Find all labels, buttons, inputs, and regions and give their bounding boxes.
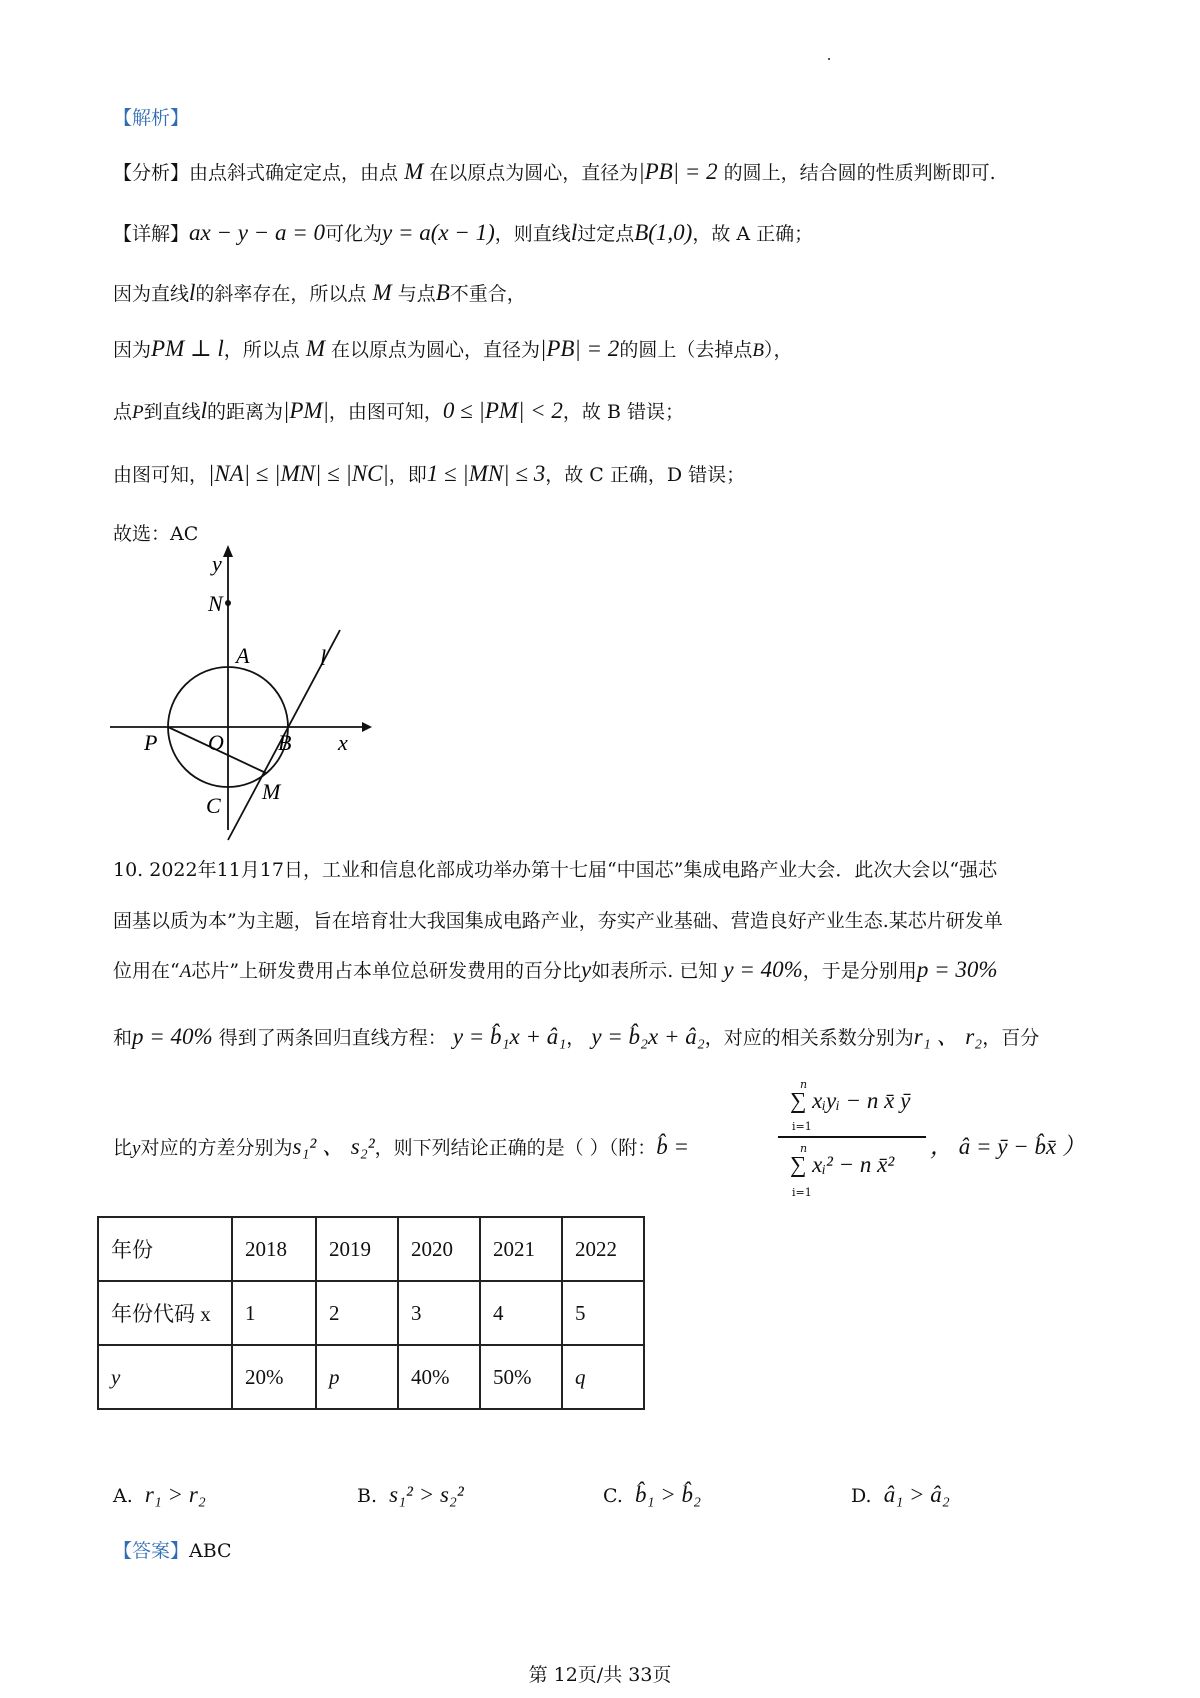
analysis-tag: 【分析】: [113, 162, 190, 184]
jiexi-tag: 【解析】: [113, 107, 190, 129]
option-d[interactable]: D. â₁ > â₂: [851, 1482, 950, 1507]
fraction-bar: [778, 1136, 926, 1138]
answer-value: ABC: [189, 1540, 232, 1562]
table-row: 年份代码 x 1 2 3 4 5: [98, 1281, 644, 1345]
label-A: A: [236, 643, 250, 668]
y-arrow: [223, 545, 233, 557]
formula-denominator: ∑ xᵢ² − n x̄²: [790, 1152, 895, 1177]
option-b[interactable]: B. s₁² > s₂²: [357, 1482, 464, 1507]
detail-tag: 【详解】: [113, 223, 190, 245]
data-table: [97, 1216, 645, 1410]
q10-line-1: 10. 2022年11月17日，工业和信息化部成功举办第十七届“中国芯”集成电路产业大会．此次大会以“强芯: [113, 859, 998, 881]
detail-line-1: 【详解】ax − y − a = 0可化为y = a(x − 1)，则直线l过定点B(1,0)，故 A 正确；: [113, 220, 814, 245]
table-row: y 20% p 40% 50% q: [98, 1345, 644, 1409]
x-arrow: [362, 722, 372, 732]
formula-numerator: ∑ xᵢyᵢ − n x̄ ȳ: [790, 1088, 911, 1113]
detail-line-2: 因为直线l的斜率存在，所以点 M 与点B不重合，: [113, 280, 526, 305]
label-B: B: [278, 730, 292, 755]
label-P: P: [144, 730, 158, 755]
label-x: x: [338, 730, 348, 755]
q10-line-2: 固基以质为本”为主题，旨在培育壮大我国集成电路产业，夯实产业基础、营造良好产业生态.某芯片研发单: [113, 910, 1003, 932]
geometry-figure: [100, 545, 390, 845]
detail-line-4: 点P到直线l的距离为|PM|，由图可知，0 ≤ |PM| < 2，故 B 错误；: [113, 398, 684, 423]
detail-line-3: 因为PM ⊥ l，所以点 M 在以原点为圆心，直径为|PB| = 2的圆上（去掉点B），: [113, 336, 793, 361]
answer-line: [113, 1536, 232, 1563]
table-row: 年份 2018 2019 2020 2021 2022: [98, 1217, 644, 1281]
point-N: [225, 600, 231, 606]
option-c[interactable]: C. b̂₁ > b̂₂: [603, 1482, 702, 1507]
regression-formula: n ∑ xᵢyᵢ − n x̄ ȳ i=1 n ∑ xᵢ² − n x̄² i=1: [778, 1078, 928, 1208]
page-number: 第 12页/共 33页: [528, 1664, 672, 1686]
q10-line-3: 位用在“A芯片”上研发费用占本单位总研发费用的百分比y如表所示. 已知 y = 40%，于是分别用p = 30%: [113, 957, 998, 982]
label-O: O: [208, 730, 224, 755]
label-N: N: [208, 591, 223, 616]
scan-dot: [828, 58, 830, 60]
answer-tag: 【答案】: [113, 1540, 190, 1562]
answer-choice-line: 故选：AC: [113, 523, 199, 545]
label-M: M: [262, 779, 281, 804]
q10-line-5: 比y对应的方差分别为s₁² 、 s₂²，则下列结论正确的是（ ）（附：b̂ =: [113, 1134, 689, 1159]
label-y: y: [212, 551, 222, 576]
q10-line-4: 和p = 40% 得到了两条回归直线方程： y = b̂₁x + â₁， y = b̂₂x + â₂，对应的相关系数分别为r₁ 、 r₂，百分: [113, 1024, 1040, 1049]
detail-line-5: 由图可知，|NA| ≤ |MN| ≤ |NC|，即1 ≤ |MN| ≤ 3，故 C 正确，D 错误；: [113, 461, 746, 486]
label-C: C: [206, 793, 221, 818]
ahat-formula: ， â = ȳ − b̂x̄ ）: [930, 1134, 1085, 1159]
label-l: l: [320, 645, 327, 670]
analysis-line: 【分析】由点斜式确定定点，由点 M 在以原点为圆心，直径为|PB| = 2 的圆上，结合圆的性质判断即可.: [113, 159, 996, 184]
option-a[interactable]: A. r₁ > r₂: [113, 1482, 206, 1507]
